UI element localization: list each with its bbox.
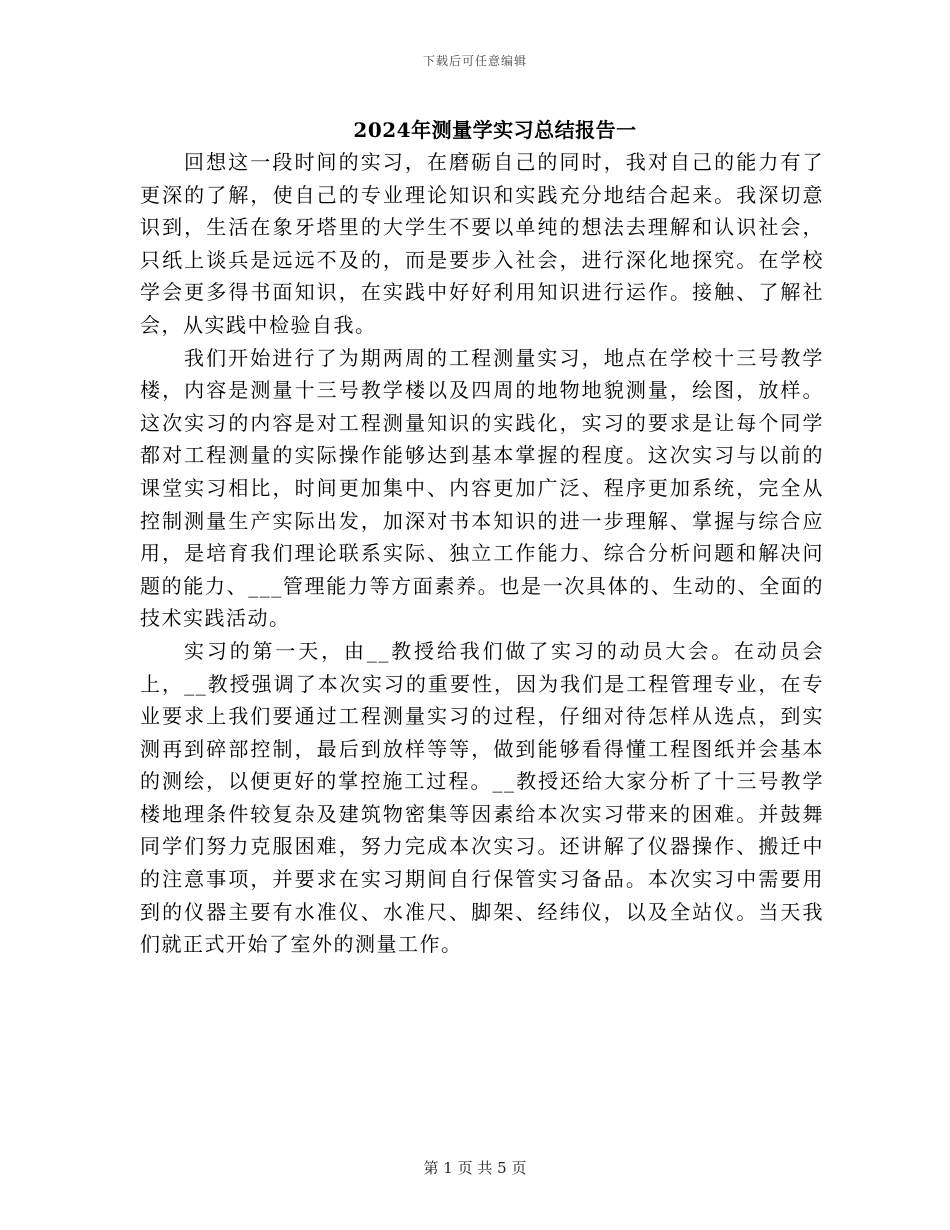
- header-note: 下载后可任意编辑: [422, 54, 527, 68]
- paragraph: 回想这一段时间的实习，在磨砺自己的同时，我对自己的能力有了更深的了解，使自己的专业理论知识和实践充分地结合起来。我深切意识到，生活在象牙塔里的大学生不要以单纯的想法去理解和认识社会，只纸上谈兵是远远不及的，而是要步入社会，进行深化地探究。在学校学会更多得书面知识，在实践中好好利用知识进行运作。接触、了解社会，从实践中检验自我。: [140, 150, 824, 337]
- document-body: [140, 146, 824, 961]
- paragraph: 实习的第一天，由__教授给我们做了实习的动员大会。在动员会上，__教授强调了本次实习的重要性，因为我们是工程管理专业，在专业要求上我们要通过工程测量实习的过程，仔细对待怎样从选点，到实测再到碎部控制，最后到放样等等，做到能够看得懂工程图纸并会基本的测绘，以便更好的掌控施工过程。__教授还给大家分析了十三号教学楼地理条件较复杂及建筑物密集等因素给本次实习带来的困难。并鼓舞同学们努力克服困难，努力完成本次实习。还讲解了仪器操作、搬迁中的注意事项，并要求在实习期间自行保管实习备品。本次实习中需要用到的仪器主要有水准仪、水准尺、脚架、经纬仪，以及全站仪。当天我们就正式开始了室外的测量工作。: [140, 638, 824, 957]
- paragraph: 我们开始进行了为期两周的工程测量实习，地点在学校十三号教学楼，内容是测量十三号教学楼以及四周的地物地貌测量，绘图，放样。这次实习的内容是对工程测量知识的实践化，实习的要求是让每个同学都对工程测量的实际操作能够达到基本掌握的程度。这次实习与以前的课堂实习相比，时间更加集中、内容更加广泛、程序更加系统，完全从控制测量生产实际出发，加深对书本知识的进一步理解、掌握与综合应用，是培育我们理论联系实际、独立工作能力、综合分析问题和解决问题的能力、___管理能力等方面素养。也是一次具体的、生动的、全面的技术实践活动。: [140, 345, 824, 631]
- document-title: 2024年测量学实习总结报告一: [353, 118, 637, 142]
- page-indicator: 第 1 页 共 5 页: [423, 1159, 527, 1177]
